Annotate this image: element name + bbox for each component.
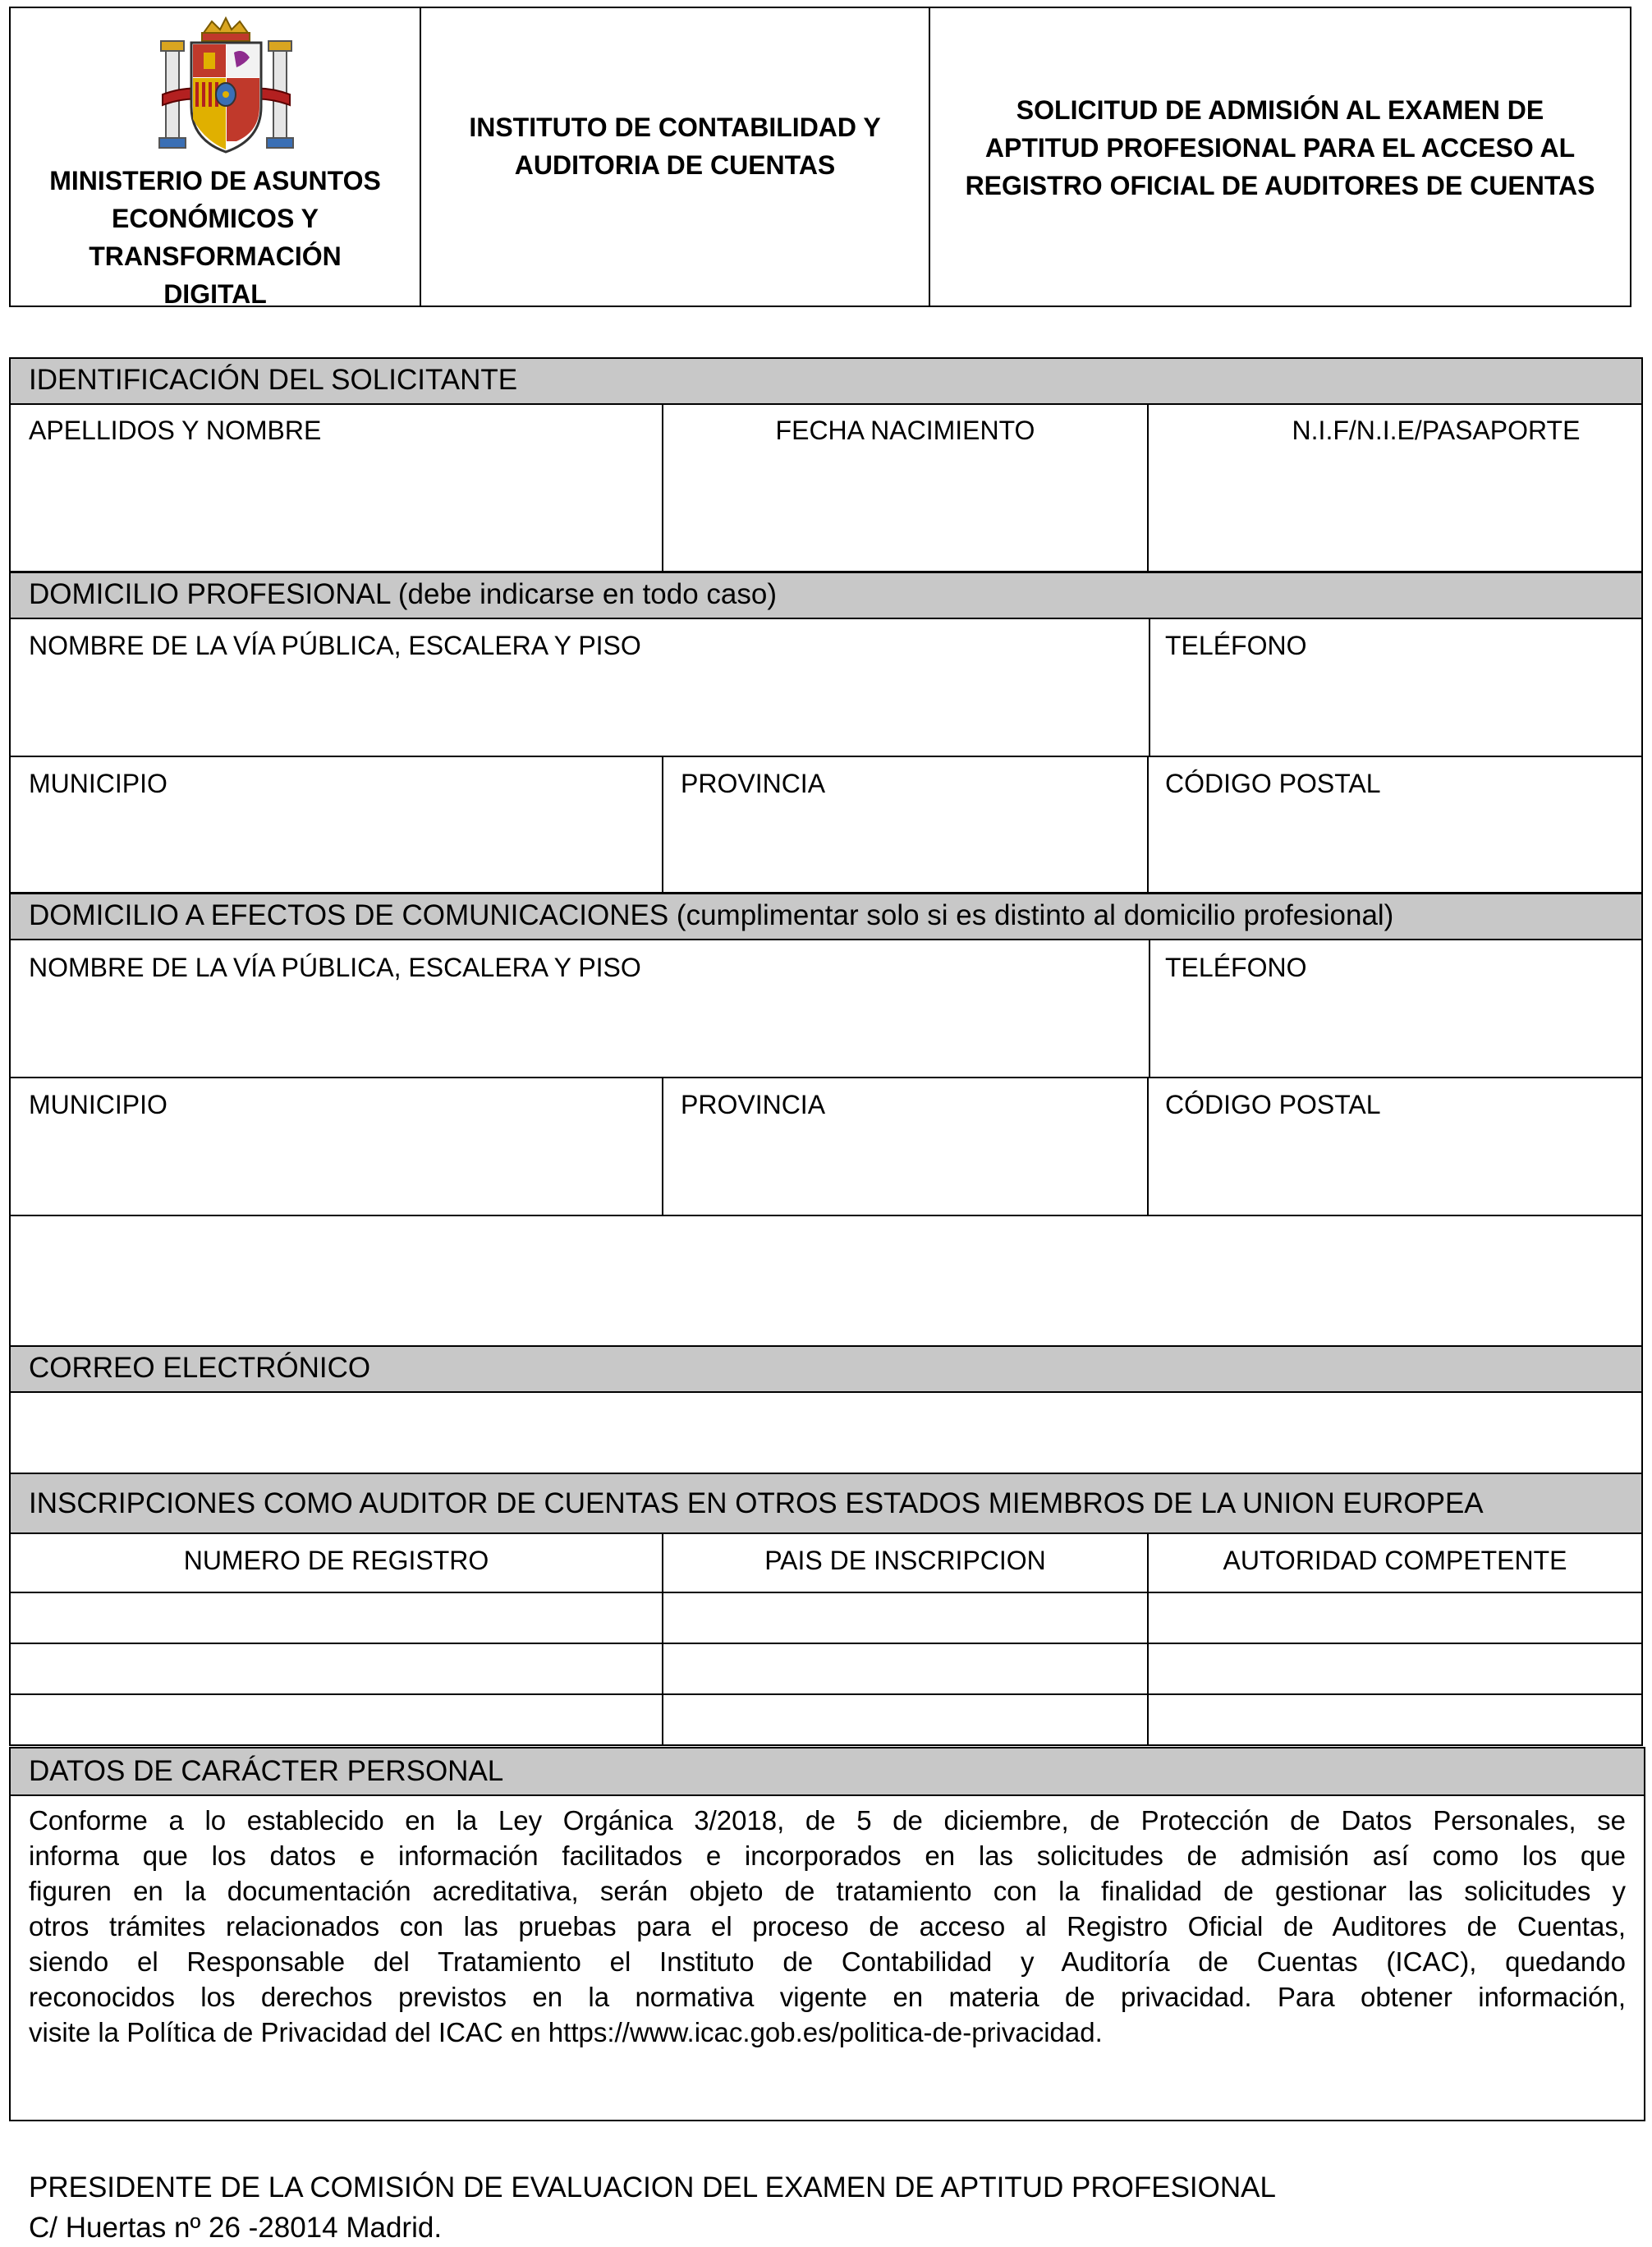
table-row-1-pais[interactable] <box>662 1592 1149 1644</box>
footer-addressee: PRESIDENTE DE LA COMISIÓN DE EVALUACION DEL EXAMEN DE APTITUD PROFESIONAL <box>29 2171 1276 2203</box>
privacy-notice <box>29 1803 1626 2050</box>
section-datos-personales-title <box>9 1747 1645 1796</box>
form-title-line: APTITUD PROFESIONAL PARA EL ACCESO AL <box>984 133 1576 163</box>
col-header-numero-registro: NUMERO DE REGISTRO <box>183 1546 489 1575</box>
ministry-line: MINISTERIO DE ASUNTOS <box>49 166 381 195</box>
form-header <box>9 7 1631 307</box>
ministry-line: TRANSFORMACIÓN <box>89 241 342 271</box>
ministry-name <box>11 162 420 313</box>
table-row-1-numero[interactable] <box>9 1592 663 1644</box>
section-identificacion-title <box>9 357 1643 405</box>
table-row-2-numero[interactable] <box>9 1643 663 1695</box>
dc-municipio-label: MUNICIPIO <box>29 1090 167 1119</box>
table-row-1-autoridad[interactable] <box>1147 1592 1643 1644</box>
section-title: DOMICILIO A EFECTOS DE COMUNICACIONES <box>29 899 669 931</box>
fecha-nacimiento-label: FECHA NACIMIENTO <box>775 416 1035 445</box>
dc-via-label: NOMBRE DE LA VÍA PÚBLICA, ESCALERA Y PISO <box>29 953 641 982</box>
table-row-3-pais[interactable] <box>662 1693 1149 1746</box>
section-domicilio-profesional-title <box>9 572 1643 619</box>
institute-cell <box>421 8 930 306</box>
blank-area <box>9 1215 1643 1347</box>
footer-address: C/ Huertas nº 26 -28014 Madrid. <box>29 2212 443 2244</box>
section-title: DOMICILIO PROFESIONAL <box>29 578 391 610</box>
section-inscripciones-title <box>9 1473 1643 1534</box>
form-title <box>966 91 1595 204</box>
privacy-line: reconocidos los derechos previstos en la normativa vigente en materia de privacidad. Para obtener información, <box>29 1982 1626 2012</box>
form-title-line: REGISTRO OFICIAL DE AUDITORES DE CUENTAS <box>965 171 1595 200</box>
section-title-note: (debe indicarse en todo caso) <box>390 578 778 610</box>
dc-cp-label: CÓDIGO POSTAL <box>1165 1090 1381 1119</box>
spain-coat-of-arms-icon <box>154 16 298 160</box>
privacy-line: figuren en la documentación acreditativa, serán objeto de tratamiento con la finalidad de gestionar las solicitudes y <box>29 1876 1626 1906</box>
table-row-2-pais[interactable] <box>662 1643 1149 1695</box>
section-title: CORREO ELECTRÓNICO <box>29 1352 371 1384</box>
privacy-line: informa que los datos e información facilitados e incorporados en las solicitudes de admisión así como los que <box>29 1840 1626 1871</box>
table-row-2-autoridad[interactable] <box>1147 1643 1643 1695</box>
table-row-3-autoridad[interactable] <box>1147 1693 1643 1746</box>
section-title-note: (cumplimentar solo si es distinto al domicilio profesional) <box>668 899 1394 931</box>
form-title-cell <box>930 8 1630 306</box>
institute-line: AUDITORIA DE CUENTAS <box>514 150 836 180</box>
privacy-line: Conforme a lo establecido en la Ley Orgánica 3/2018, de 5 de diciembre, de Protección de Datos Personales, se <box>29 1805 1626 1836</box>
col-header-autoridad: AUTORIDAD COMPETENTE <box>1223 1546 1567 1575</box>
section-title: IDENTIFICACIÓN DEL SOLICITANTE <box>29 364 518 396</box>
section-domicilio-comunicaciones-title <box>9 893 1643 940</box>
form-title-line: SOLICITUD DE ADMISIÓN AL EXAMEN DE <box>1016 95 1544 125</box>
dp-provincia-label: PROVINCIA <box>681 769 826 798</box>
correo-field[interactable] <box>9 1391 1643 1474</box>
table-row-3-numero[interactable] <box>9 1693 663 1746</box>
section-correo-title <box>9 1345 1643 1393</box>
institute-name <box>469 108 880 184</box>
institute-line: INSTITUTO DE CONTABILIDAD Y <box>469 113 881 142</box>
dp-municipio-label: MUNICIPIO <box>29 769 167 798</box>
privacy-line: otros trámites relacionados con las pruebas para el proceso de acceso al Registro Oficial de Auditores de Cuentas, <box>29 1911 1626 1941</box>
dp-telefono-label: TELÉFONO <box>1165 631 1307 660</box>
nif-label: N.I.F/N.I.E/PASAPORTE <box>1292 416 1581 445</box>
dp-cp-label: CÓDIGO POSTAL <box>1165 769 1381 798</box>
ministry-cell <box>11 8 421 309</box>
privacy-line: visite la Política de Privacidad del ICAC en https://www.icac.gob.es/politica-de-privacidad. <box>29 2017 1103 2047</box>
ministry-line: DIGITAL <box>163 279 267 309</box>
section-title: INSCRIPCIONES COMO AUDITOR DE CUENTAS EN OTROS ESTADOS MIEMBROS DE LA UNION EUROPEA <box>29 1487 1484 1519</box>
dc-telefono-label: TELÉFONO <box>1165 953 1307 982</box>
dp-via-label: NOMBRE DE LA VÍA PÚBLICA, ESCALERA Y PISO <box>29 631 641 660</box>
apellidos-label: APELLIDOS Y NOMBRE <box>29 416 322 445</box>
section-title: DATOS DE CARÁCTER PERSONAL <box>29 1755 504 1787</box>
privacy-line: siendo el Responsable del Tratamiento el Instituto de Contabilidad y Auditoría de Cuentas (ICAC), quedando <box>29 1946 1626 1977</box>
col-header-pais: PAIS DE INSCRIPCION <box>764 1546 1046 1575</box>
ministry-line: ECONÓMICOS Y <box>112 204 319 233</box>
dc-provincia-label: PROVINCIA <box>681 1090 826 1119</box>
